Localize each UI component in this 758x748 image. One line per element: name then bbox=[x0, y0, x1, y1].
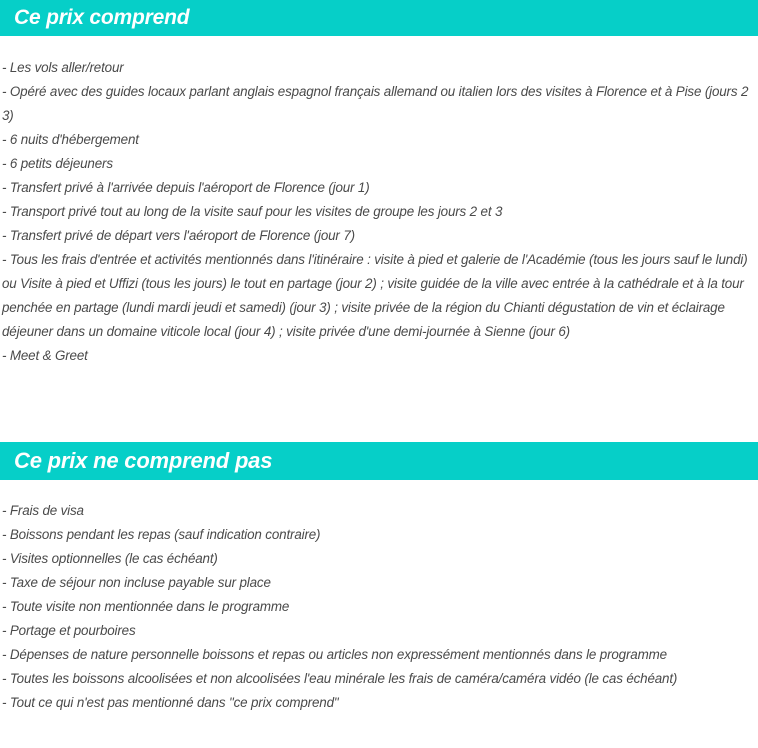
section-includes-header: Ce prix comprend bbox=[0, 0, 758, 36]
list-item: - Opéré avec des guides locaux parlant anglais espagnol français allemand ou italien lors des visites à Florence et à Pise (jours 2 3) bbox=[2, 84, 749, 123]
list-item: - Tous les frais d'entrée et activités mentionnés dans l'itinéraire : visite à pied et galerie de l'Académie (tous les jours sauf le lundi) ou Visite à pied et Uffizi (tous les jours) le tout en partage (jour 2) ; visite guidée de la ville avec entrée à la cathédrale et à la tour penchée en partage (lundi mardi jeudi et samedi) (jour 3) ; visite privée de la région du Chianti dégustation de vin et éclairage déjeuner dans un domaine viticole local (jour 4) ; visite privée d'une demi-journée à Sienne (jour 6) bbox=[2, 252, 748, 339]
list-item: - Transfert privé de départ vers l'aéroport de Florence (jour 7) bbox=[2, 228, 355, 243]
list-item: - Tout ce qui n'est pas mentionné dans "ce prix comprend" bbox=[2, 695, 339, 710]
section-includes-list bbox=[0, 36, 758, 368]
list-item: - 6 petits déjeuners bbox=[2, 156, 113, 171]
list-item: - Transport privé tout au long de la visite sauf pour les visites de groupe les jours 2 et 3 bbox=[2, 204, 503, 219]
list-item: - Visites optionnelles (le cas échéant) bbox=[2, 551, 218, 566]
list-item: - Toutes les boissons alcoolisées et non alcoolisées l'eau minérale les frais de caméra/caméra vidéo (le cas échéant) bbox=[2, 671, 678, 686]
list-item: - Portage et pourboires bbox=[2, 623, 136, 638]
section-divider-space bbox=[0, 368, 758, 442]
list-item: - Toute visite non mentionnée dans le programme bbox=[2, 599, 290, 614]
section-excludes-header: Ce prix ne comprend pas bbox=[0, 442, 758, 480]
list-item: - Meet & Greet bbox=[2, 348, 88, 363]
list-item: - Boissons pendant les repas (sauf indication contraire) bbox=[2, 527, 321, 542]
list-item: - Les vols aller/retour bbox=[2, 60, 124, 75]
list-item: - 6 nuits d'hébergement bbox=[2, 132, 139, 147]
list-item: - Transfert privé à l'arrivée depuis l'aéroport de Florence (jour 1) bbox=[2, 180, 370, 195]
section-price-includes bbox=[0, 0, 758, 368]
list-item: - Taxe de séjour non incluse payable sur place bbox=[2, 575, 271, 590]
section-price-excludes bbox=[0, 442, 758, 715]
list-item: - Dépenses de nature personnelle boissons et repas ou articles non expressément mentionnés dans le programme bbox=[2, 647, 667, 662]
list-item: - Frais de visa bbox=[2, 503, 84, 518]
section-excludes-list bbox=[0, 480, 758, 715]
